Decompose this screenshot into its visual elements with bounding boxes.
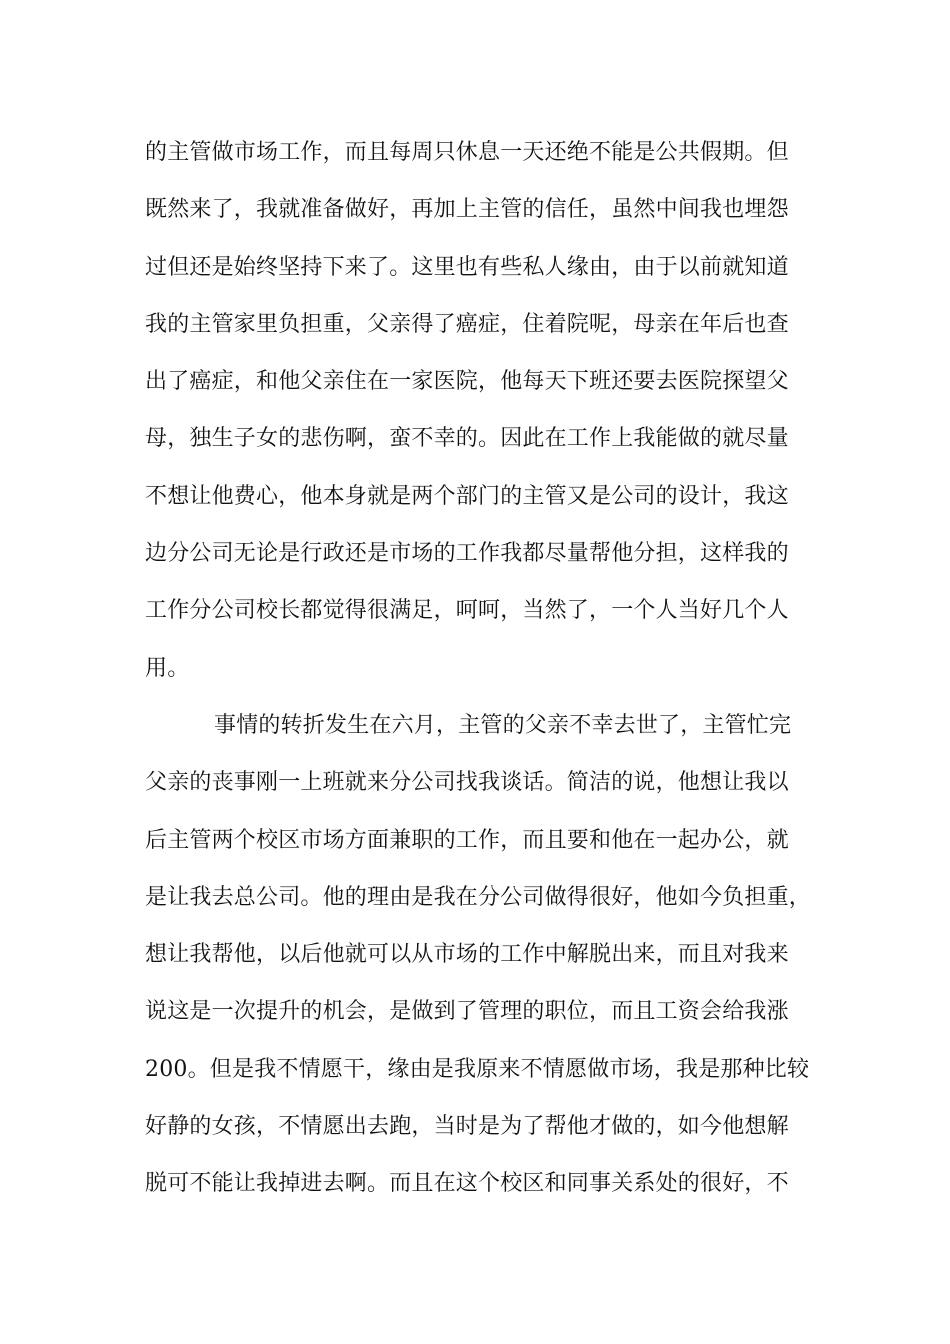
text-line: 想让我帮他，以后他就可以从市场的工作中解脱出来，而且对我来 [145,942,789,968]
text-line: 母，独生子女的悲伤啊，蛮不幸的。因此在工作上我能做的就尽量 [145,426,789,452]
text-line: 说这是一次提升的机会，是做到了管理的职位，而且工资会给我涨 [145,999,789,1025]
text-line: 的主管做市场工作，而且每周只休息一天还绝不能是公共假期。但 [145,140,789,165]
text-line: 是让我去总公司。他的理由是我在分公司做得很好，他如今负担重， [145,884,812,910]
text-line: 我的主管家里负担重，父亲得了癌症，住着院呢，母亲在年后也查 [145,311,789,337]
text-line: 过但还是始终坚持下来了。这里也有些私人缘由，由于以前就知道 [145,254,789,280]
document-body [145,134,825,1223]
text-line: 工作分公司校长都觉得很满足，呵呵，当然了，一个人当好几个人 [145,598,789,624]
text-line: 200。但是我不情愿干，缘由是我原来不情愿做市场，我是那种比较 [145,1056,810,1082]
text-line: 用。 [145,655,190,681]
text-line: 好静的女孩，不情愿出去跑，当时是为了帮他才做的，如今他想解 [145,1114,789,1140]
text-line: 父亲的丧事刚一上班就来分公司找我谈话。简洁的说，他想让我以 [145,770,789,796]
text-line: 不想让他费心，他本身就是两个部门的主管又是公司的设计，我这 [145,483,789,509]
text-line: 脱可不能让我掉进去啊。而且在这个校区和同事关系处的很好，不 [145,1171,789,1197]
text-line: 边分公司无论是行政还是市场的工作我都尽量帮他分担，这样我的 [145,541,789,567]
text-line: 后主管两个校区市场方面兼职的工作，而且要和他在一起办公，就 [145,827,789,853]
text-line: 出了癌症，和他父亲住在一家医院，他每天下班还要去医院探望父 [145,369,789,395]
text-line: 既然来了，我就准备做好，再加上主管的信任，虽然中间我也埋怨 [145,197,789,223]
text-line: 事情的转折发生在六月，主管的父亲不幸去世了，主管忙完 [214,712,792,738]
